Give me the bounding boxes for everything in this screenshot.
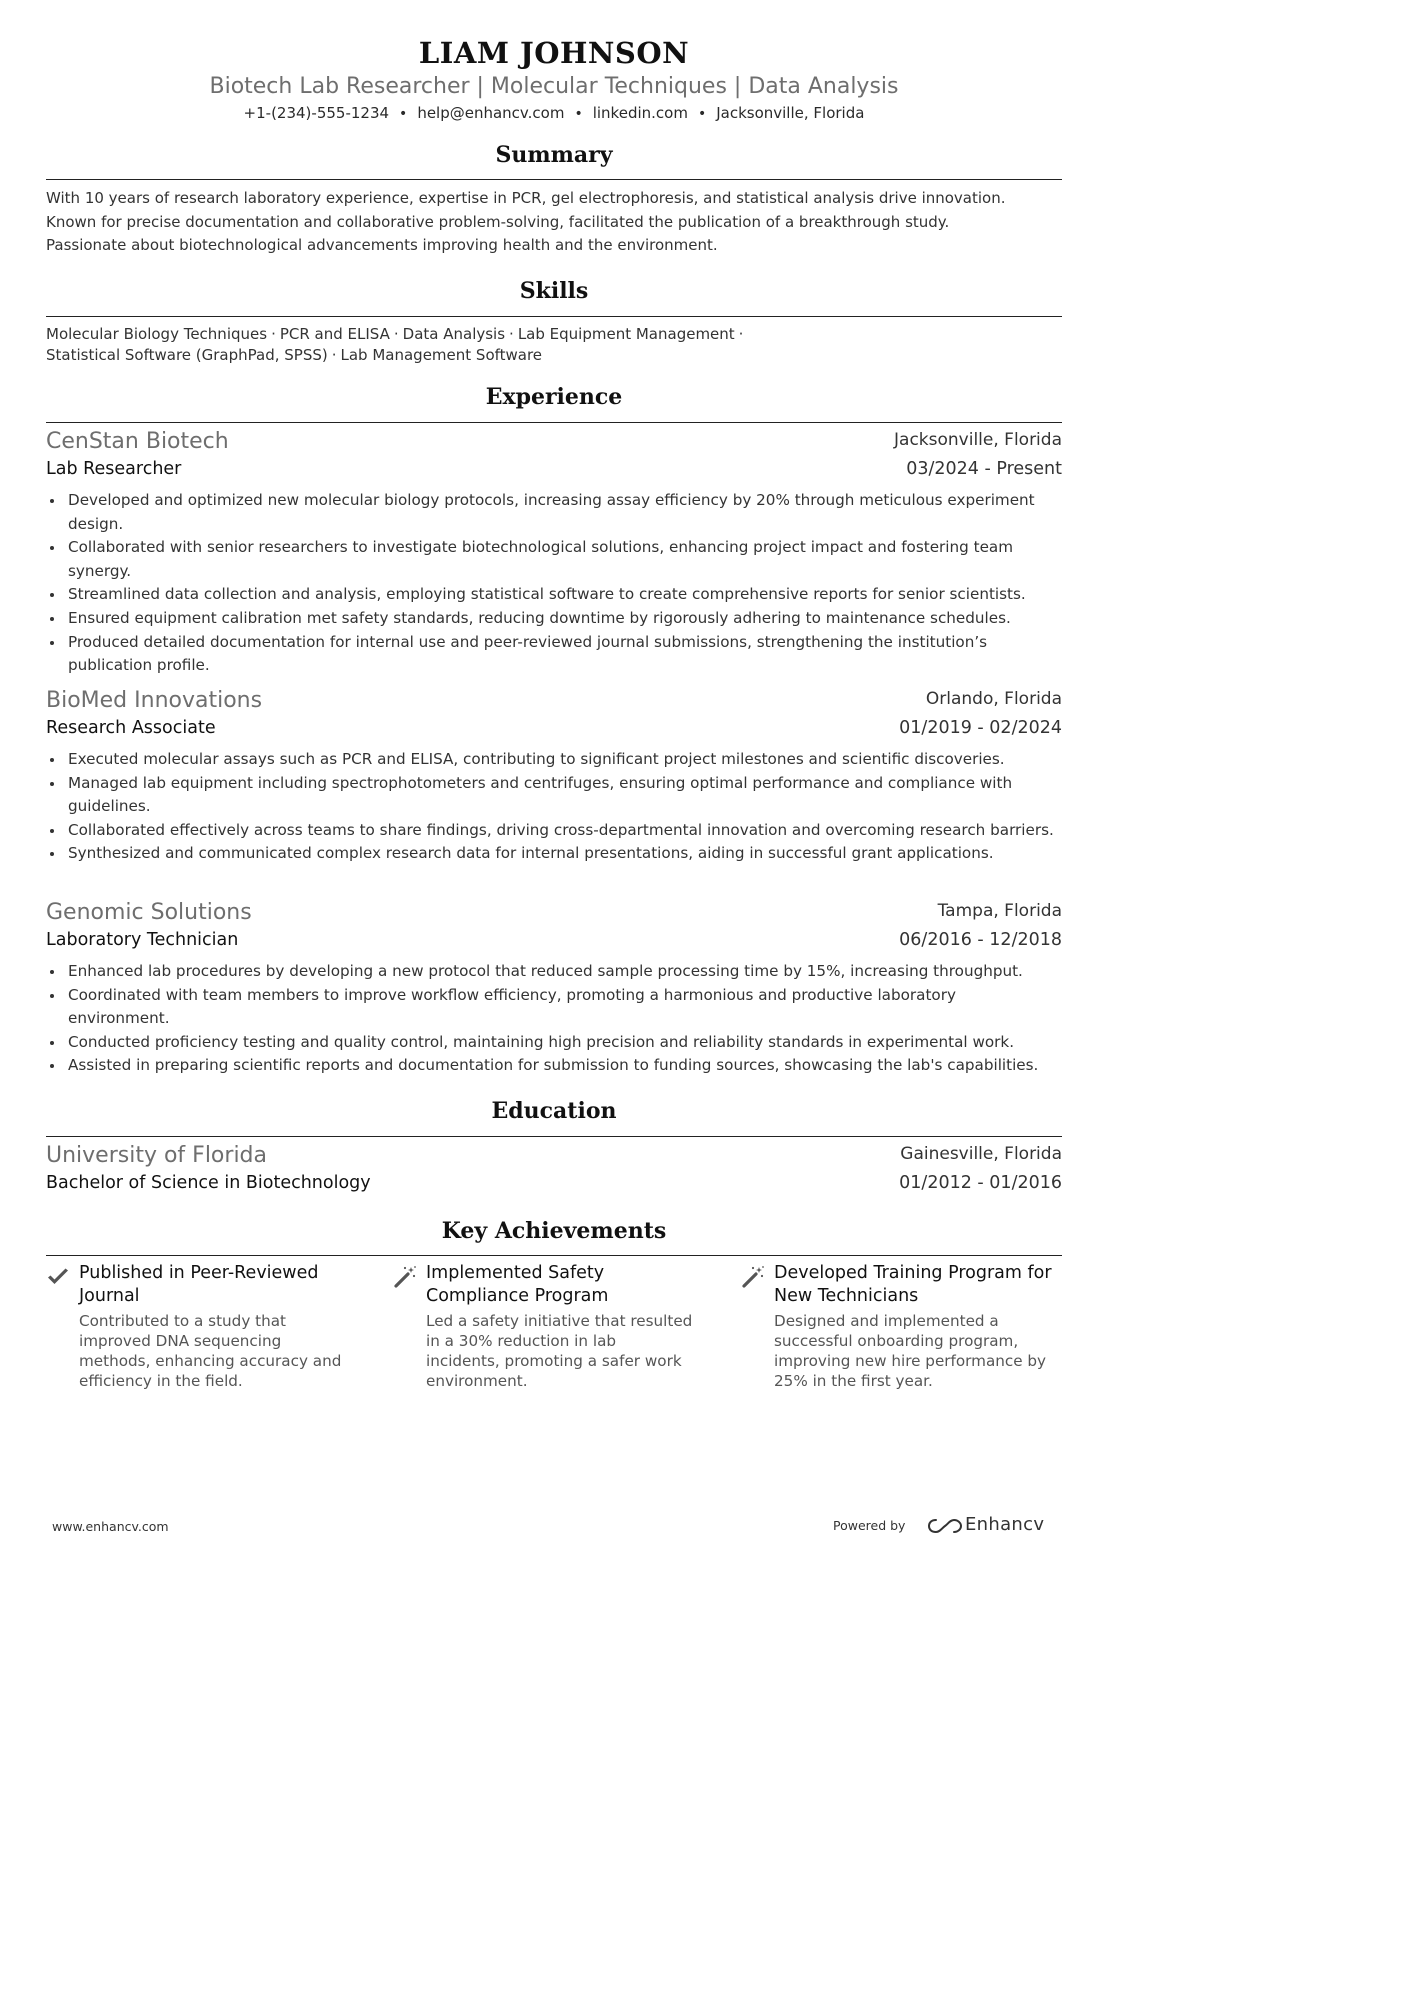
powered-by-label: Powered by bbox=[833, 1518, 906, 1533]
summary-line: Passionate about biotechnological advancements improving health and the environment. bbox=[46, 236, 718, 254]
skill-item: Statistical Software (GraphPad, SPSS) bbox=[46, 345, 328, 364]
bullet-item: Collaborated with senior researchers to investigate biotechnological solutions, enhancing project impact and fostering team synergy. bbox=[46, 536, 1062, 583]
skill-separator: · bbox=[393, 325, 399, 343]
experience-entry bbox=[46, 688, 1062, 866]
section-divider bbox=[46, 1136, 1062, 1137]
location: Jacksonville, Florida bbox=[716, 104, 865, 122]
education-dates: 01/2012 - 01/2016 bbox=[899, 1173, 1062, 1193]
phone[interactable]: +1-(234)-555-1234 bbox=[243, 104, 390, 122]
footer-branding[interactable] bbox=[833, 1514, 1063, 1538]
summary-text bbox=[46, 187, 1062, 258]
company-name: BioMed Innovations bbox=[46, 688, 263, 713]
skill-separator: · bbox=[271, 325, 276, 343]
summary-line: With 10 years of research laboratory experience, expertise in PCR, gel electrophoresis, and statistical analysis drive innovation. bbox=[46, 189, 1006, 207]
magic-wand-icon bbox=[393, 1265, 417, 1289]
checkmark-icon bbox=[46, 1265, 70, 1289]
bullet-item: Assisted in preparing scientific reports and documentation for submission to funding sources, showcasing the lab's capabilities. bbox=[46, 1054, 1062, 1078]
brand-name: Enhancv bbox=[965, 1514, 1045, 1535]
degree: Bachelor of Science in Biotechnology bbox=[46, 1173, 371, 1193]
section-title-education: Education bbox=[491, 1098, 617, 1124]
skill-item: Data Analysis bbox=[402, 325, 506, 343]
job-title: Laboratory Technician bbox=[46, 930, 239, 950]
achievement-title: Published in Peer-Reviewed Journal bbox=[79, 1263, 319, 1306]
separator-dot: • bbox=[697, 106, 707, 122]
school-location: Gainesville, Florida bbox=[900, 1144, 1062, 1164]
skill-separator: · bbox=[738, 325, 744, 343]
bullet-item: Synthesized and communicated complex research data for internal presentations, aiding in successful grant applications. bbox=[46, 842, 1062, 866]
job-location: Orlando, Florida bbox=[925, 689, 1062, 709]
contact-line bbox=[46, 104, 1062, 122]
skill-separator: · bbox=[331, 345, 337, 364]
candidate-name: LIAM JOHNSON bbox=[418, 36, 690, 70]
achievement-title: Developed Training Program for New Technicians bbox=[774, 1263, 1052, 1306]
job-location: Jacksonville, Florida bbox=[894, 430, 1062, 450]
achievement-description: Designed and implemented a successful onboarding program, improving new hire performance by 25% in the first year. bbox=[774, 1312, 1047, 1390]
enhancv-logo-icon bbox=[927, 1516, 963, 1540]
linkedin-link[interactable]: linkedin.com bbox=[592, 104, 688, 122]
separator-dot: • bbox=[399, 106, 408, 122]
bullet-item: Ensured equipment calibration met safety standards, reducing downtime by rigorously adhering to maintenance schedules. bbox=[46, 607, 1062, 631]
job-title: Research Associate bbox=[46, 718, 216, 738]
section-title-experience: Experience bbox=[485, 384, 623, 410]
section-divider bbox=[46, 316, 1062, 317]
bullet-item: Produced detailed documentation for internal use and peer-reviewed journal submissions, strengthening the institution’s publication profile. bbox=[46, 631, 1062, 678]
section-title-summary: Summary bbox=[495, 142, 613, 168]
achievement-item bbox=[741, 1262, 1062, 1391]
bullet-item: Collaborated effectively across teams to share findings, driving cross-departmental innovation and overcoming research barriers. bbox=[46, 819, 1062, 843]
bullet-item: Streamlined data collection and analysis, employing statistical software to create comprehensive reports for senior scientists. bbox=[46, 583, 1062, 607]
experience-entry bbox=[46, 900, 1062, 1078]
achievement-item bbox=[393, 1262, 693, 1391]
section-divider bbox=[46, 422, 1062, 423]
job-dates: 01/2019 - 02/2024 bbox=[899, 718, 1062, 738]
magic-wand-icon bbox=[741, 1265, 765, 1289]
job-title: Lab Researcher bbox=[46, 459, 182, 479]
school-name: University of Florida bbox=[46, 1143, 267, 1168]
education-entry bbox=[46, 1143, 1062, 1201]
bullet-item: Enhanced lab procedures by developing a new protocol that reduced sample processing time by 15%, increasing throughput. bbox=[46, 960, 1062, 984]
skill-separator: · bbox=[509, 325, 514, 343]
skill-item: PCR and ELISA bbox=[279, 325, 390, 343]
company-name: CenStan Biotech bbox=[46, 429, 229, 454]
experience-entry bbox=[46, 429, 1062, 678]
skill-item: Lab Equipment Management bbox=[517, 325, 735, 343]
bullet-item: Conducted proficiency testing and quality control, maintaining high precision and reliability standards in experimental work. bbox=[46, 1031, 1062, 1055]
separator-dot: • bbox=[574, 106, 583, 122]
skill-item: Lab Management Software bbox=[340, 345, 543, 364]
bullet-item: Executed molecular assays such as PCR and ELISA, contributing to significant project milestones and scientific discoveries. bbox=[46, 748, 1062, 772]
section-title-skills: Skills bbox=[519, 278, 589, 304]
achievement-description: Contributed to a study that improved DNA sequencing methods, enhancing accuracy and efficiency in the field. bbox=[79, 1312, 342, 1390]
skill-item: Molecular Biology Techniques bbox=[46, 325, 268, 343]
bullet-item: Coordinated with team members to improve workflow efficiency, promoting a harmonious and productive laboratory environment. bbox=[46, 984, 1062, 1031]
bullet-item: Managed lab equipment including spectrophotometers and centrifuges, ensuring optimal performance and compliance with guidelines. bbox=[46, 772, 1062, 819]
summary-line: Known for precise documentation and collaborative problem-solving, facilitated the publication of a breakthrough study. bbox=[46, 212, 950, 231]
achievement-description: Led a safety initiative that resulted in a 30% reduction in lab incidents, promoting a safer work environment. bbox=[426, 1312, 693, 1390]
job-location: Tampa, Florida bbox=[937, 901, 1062, 921]
job-dates: 03/2024 - Present bbox=[906, 459, 1062, 479]
skills-list bbox=[46, 324, 1062, 365]
section-title-achievements: Key Achievements bbox=[441, 1218, 667, 1244]
company-name: Genomic Solutions bbox=[46, 900, 252, 925]
email-link[interactable]: help@enhancv.com bbox=[417, 104, 565, 122]
bullet-item: Developed and optimized new molecular biology protocols, increasing assay efficiency by 20% through meticulous experiment design. bbox=[46, 489, 1062, 536]
bullet-list bbox=[46, 960, 1062, 1078]
bullet-list bbox=[46, 489, 1062, 678]
headline: Biotech Lab Researcher | Molecular Techniques | Data Analysis bbox=[209, 74, 899, 99]
bullet-list bbox=[46, 748, 1062, 866]
job-dates: 06/2016 - 12/2018 bbox=[899, 930, 1062, 950]
section-divider bbox=[46, 1255, 1062, 1256]
footer-website-link[interactable]: www.enhancv.com bbox=[52, 1519, 169, 1534]
achievement-title: Implemented Safety Compliance Program bbox=[426, 1263, 609, 1306]
section-divider bbox=[46, 179, 1062, 180]
achievement-item bbox=[46, 1262, 346, 1391]
